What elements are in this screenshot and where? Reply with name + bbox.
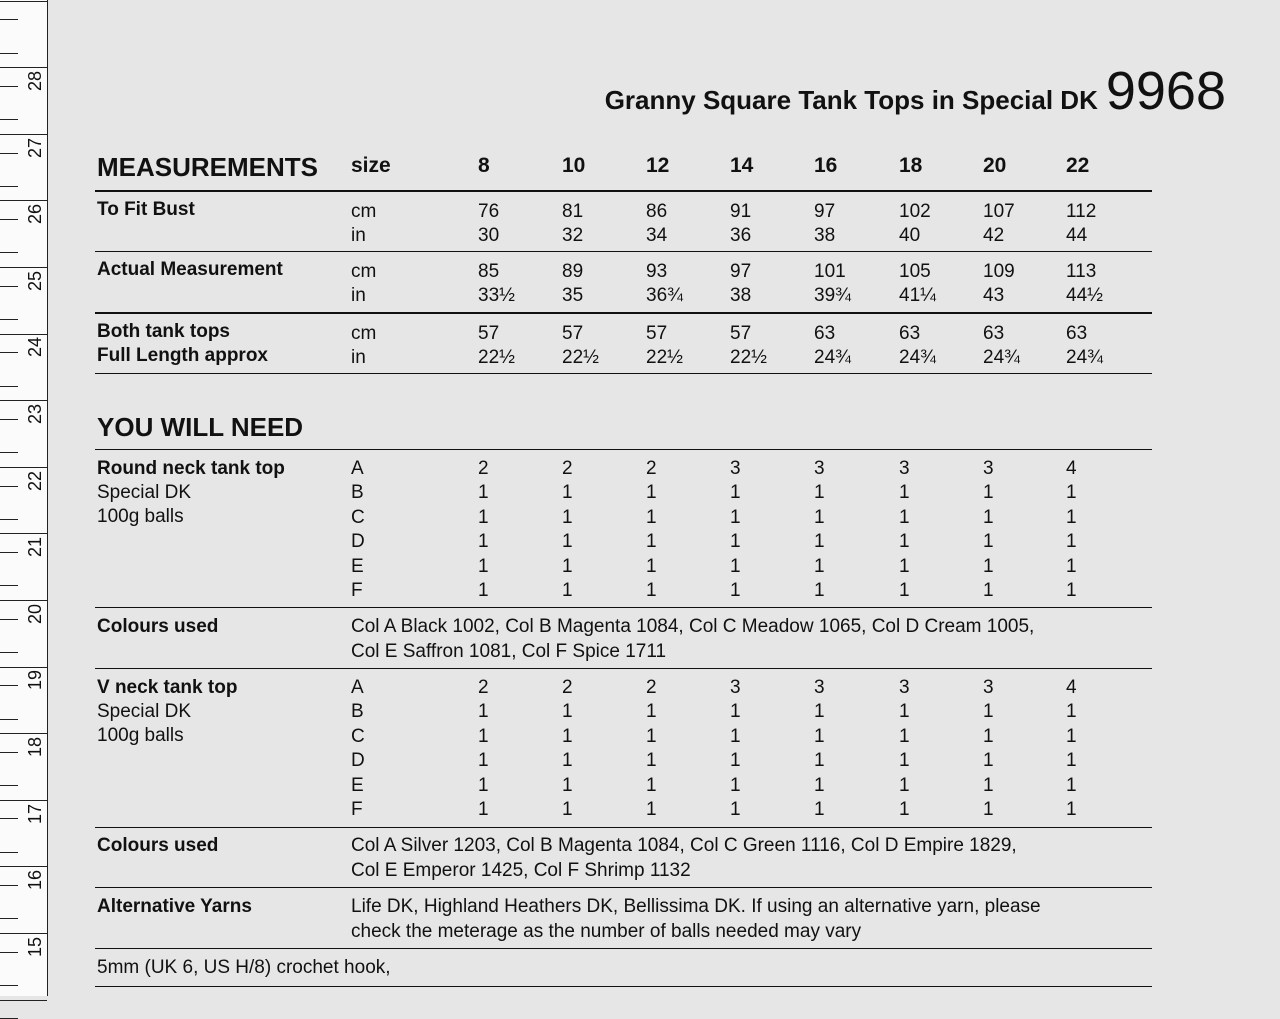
- size-header: 18: [899, 154, 923, 177]
- ball-count: 4: [1066, 677, 1077, 698]
- ball-count: 1: [562, 799, 573, 820]
- size-header: 10: [562, 154, 586, 177]
- ball-count: 1: [814, 799, 825, 820]
- ball-count: 1: [730, 774, 741, 796]
- measurement-value: 24¾: [899, 347, 936, 368]
- ruler-tick: [0, 53, 18, 54]
- ball-count: 1: [899, 725, 910, 747]
- ball-count: 1: [814, 580, 825, 601]
- ruler-number: 18: [25, 736, 45, 758]
- measurement-value: 33½: [478, 285, 515, 306]
- ruler-number: 26: [25, 203, 45, 225]
- ball-count: 1: [478, 725, 489, 747]
- measurement-value: 81: [562, 201, 584, 222]
- ball-count: 1: [899, 531, 910, 553]
- measurement-value: 63: [899, 323, 921, 344]
- measurement-value: 40: [899, 225, 921, 246]
- ball-count: 1: [983, 750, 994, 772]
- measurement-value: 44½: [1066, 285, 1103, 306]
- ball-count: 1: [562, 701, 573, 723]
- ruler-tick: [0, 400, 47, 401]
- ruler-tick: [0, 952, 18, 953]
- measurement-value: 42: [983, 225, 1005, 246]
- ball-count: 1: [478, 774, 489, 796]
- ruler-number: 20: [25, 603, 45, 625]
- measurement-value: 22½: [646, 347, 683, 368]
- measurement-value: 63: [814, 323, 836, 344]
- section-rule: [95, 668, 1152, 669]
- ball-count: 1: [562, 580, 573, 601]
- measurement-value: 101: [814, 261, 846, 282]
- ruler-number: 27: [25, 137, 45, 159]
- measurement-value: 34: [646, 225, 668, 246]
- ball-count: 1: [562, 750, 573, 772]
- ball-count: 4: [1066, 458, 1077, 479]
- ruler-tick: [0, 752, 18, 753]
- measurement-value: 63: [1066, 323, 1088, 344]
- ruler-tick: [0, 685, 18, 686]
- info-text: Col A Black 1002, Col B Magenta 1084, Col C Meadow 1065, Col D Cream 1005,: [351, 616, 1035, 637]
- ball-count: 1: [983, 580, 994, 601]
- section-rule: [95, 449, 1152, 450]
- colour-letter: E: [351, 774, 364, 796]
- measurement-value: 38: [730, 285, 752, 306]
- ball-count: 1: [646, 774, 657, 796]
- ruler-tick: [0, 153, 18, 154]
- measurement-value: 57: [478, 323, 500, 344]
- ball-count: 1: [646, 555, 657, 577]
- ball-count: 1: [814, 482, 825, 504]
- ruler-tick: [0, 800, 47, 801]
- measurement-value: 89: [562, 261, 584, 282]
- ball-count: 1: [646, 506, 657, 528]
- ball-count: 1: [899, 506, 910, 528]
- ball-count: 1: [1066, 531, 1077, 553]
- ruler-tick: [0, 200, 47, 201]
- measurement-value: 113: [1066, 261, 1097, 282]
- ball-count: 1: [730, 750, 741, 772]
- colour-letter: C: [351, 725, 365, 747]
- ball-count: 1: [1066, 725, 1077, 747]
- measurement-label: Both tank tops: [97, 321, 230, 342]
- ruler-tick: [0, 319, 18, 320]
- ball-count: 1: [562, 531, 573, 553]
- ruler-tick: [0, 186, 18, 187]
- section-rule: [95, 312, 1152, 314]
- ball-count: 1: [562, 555, 573, 577]
- measurement-value: 76: [478, 201, 500, 222]
- measurement-value: 91: [730, 201, 752, 222]
- measurement-value: 85: [478, 261, 500, 282]
- ruler-number: 22: [25, 470, 45, 492]
- ruler-tick: [0, 334, 47, 335]
- ruler-tick: [0, 652, 18, 653]
- measurement-value: 22½: [478, 347, 515, 368]
- measurement-value: 102: [899, 201, 931, 222]
- size-header: 14: [730, 154, 754, 177]
- ball-count: 1: [983, 725, 994, 747]
- measurement-value: 57: [562, 323, 584, 344]
- section-rule: [95, 607, 1152, 608]
- ball-count: 2: [646, 458, 657, 479]
- ruler-tick: [0, 219, 18, 220]
- ball-count: 1: [478, 799, 489, 820]
- info-text: Col A Silver 1203, Col B Magenta 1084, Col C Green 1116, Col D Empire 1829,: [351, 835, 1017, 856]
- measurement-value: 24¾: [1066, 347, 1103, 368]
- ruler-tick: [0, 985, 18, 986]
- measurement-label: Actual Measurement: [97, 259, 283, 280]
- measurement-label: To Fit Bust: [97, 199, 195, 220]
- page-title: Granny Square Tank Tops in Special DK: [604, 85, 1098, 115]
- ruler-number: 24: [25, 336, 45, 358]
- ball-count: 1: [1066, 506, 1077, 528]
- colour-letter: D: [351, 750, 365, 772]
- measurement-value: 41¼: [899, 285, 936, 306]
- ruler-tick: [0, 19, 18, 20]
- ruler-tick: [0, 286, 18, 287]
- ball-count: 1: [814, 531, 825, 553]
- info-text: Life DK, Highland Heathers DK, Bellissima DK. If using an alternative yarn, please: [351, 896, 1041, 917]
- ball-count: 1: [478, 531, 489, 553]
- unit-label: cm: [351, 261, 377, 282]
- ruler-number: 28: [25, 70, 45, 92]
- ball-count: 1: [730, 701, 741, 723]
- ruler-tick: [0, 352, 18, 353]
- ball-count: 1: [814, 750, 825, 772]
- unit-label: cm: [351, 323, 377, 344]
- info-text: Col E Emperor 1425, Col F Shrimp 1132: [351, 859, 691, 881]
- ball-count: 1: [730, 555, 741, 577]
- ball-count: 1: [646, 725, 657, 747]
- ball-count: 1: [814, 701, 825, 723]
- ball-count: 1: [1066, 482, 1077, 504]
- ruler-tick: [0, 619, 18, 620]
- measurement-value: 39¾: [814, 285, 851, 306]
- ruler-tick: [0, 785, 18, 786]
- ball-count: 1: [478, 482, 489, 504]
- ruler-number: 19: [25, 669, 45, 691]
- measurement-value: 109: [983, 261, 1015, 282]
- measurement-value: 97: [814, 201, 836, 222]
- pattern-number: 9968: [1105, 61, 1226, 121]
- ball-count: 2: [478, 458, 489, 479]
- ruler-tick: [0, 866, 47, 867]
- unit-label: in: [351, 225, 366, 246]
- ball-count: 1: [983, 701, 994, 723]
- ball-count: 1: [899, 555, 910, 577]
- section-rule: [95, 887, 1152, 888]
- ball-count: 1: [1066, 750, 1077, 772]
- ball-count: 2: [562, 677, 573, 698]
- colour-letter: A: [351, 677, 364, 698]
- ruler-tick: [0, 885, 18, 886]
- section-rule: [95, 251, 1152, 252]
- measurement-value: 86: [646, 201, 668, 222]
- colour-letter: F: [351, 580, 363, 601]
- unit-label: in: [351, 285, 366, 306]
- ruler-tick: [0, 419, 18, 420]
- ball-count: 1: [983, 774, 994, 796]
- ball-count: 1: [562, 506, 573, 528]
- ball-count: 1: [730, 799, 741, 820]
- ruler-tick: [0, 519, 18, 520]
- ruler-tick: [0, 386, 18, 387]
- ruler-number: 25: [25, 270, 45, 292]
- section-rule: [95, 827, 1152, 828]
- ball-count: 1: [646, 701, 657, 723]
- ball-count: 1: [478, 506, 489, 528]
- section-rule: [95, 986, 1152, 987]
- ball-count: 2: [562, 458, 573, 479]
- hook-text: 5mm (UK 6, US H/8) crochet hook,: [97, 957, 391, 978]
- ruler-tick: [0, 585, 18, 586]
- colour-letter: A: [351, 458, 364, 479]
- ruler-tick: [0, 719, 18, 720]
- measurement-value: 97: [730, 261, 752, 282]
- measurement-value: 93: [646, 261, 668, 282]
- size-header: 22: [1066, 154, 1090, 177]
- measurement-value: 36: [730, 225, 752, 246]
- ball-count: 1: [899, 580, 910, 601]
- info-label: Colours used: [97, 616, 219, 637]
- ruler-tick: [0, 818, 18, 819]
- ball-count: 1: [646, 580, 657, 601]
- ruler-number: 21: [25, 536, 45, 558]
- ball-count: 1: [646, 799, 657, 820]
- yarn-label: Special DK: [97, 701, 191, 722]
- ruler-tick: [0, 852, 18, 853]
- yarn-label: 100g balls: [97, 506, 184, 527]
- measurement-value: 112: [1066, 201, 1097, 222]
- ball-count: 1: [899, 774, 910, 796]
- info-text: Col E Saffron 1081, Col F Spice 1711: [351, 640, 667, 662]
- ball-count: 1: [1066, 580, 1077, 601]
- measurement-value: 63: [983, 323, 1005, 344]
- ball-count: 1: [1066, 555, 1077, 577]
- colour-letter: D: [351, 531, 365, 553]
- ball-count: 3: [730, 458, 741, 479]
- ruler-tick: [0, 252, 18, 253]
- measurement-value: 57: [730, 323, 752, 344]
- ball-count: 1: [983, 506, 994, 528]
- ball-count: 1: [478, 750, 489, 772]
- unit-label: cm: [351, 201, 377, 222]
- ball-count: 1: [730, 531, 741, 553]
- ball-count: 1: [478, 701, 489, 723]
- ball-count: 1: [814, 555, 825, 577]
- ruler-tick: [0, 86, 18, 87]
- header-rule: [95, 190, 1152, 192]
- measurements-heading: MEASUREMENTS: [97, 152, 319, 182]
- ruler-number: 15: [25, 936, 45, 958]
- size-header: 8: [478, 154, 490, 177]
- yarn-label: Special DK: [97, 482, 191, 503]
- ruler-tick: [0, 733, 47, 734]
- you-will-need-heading: YOU WILL NEED: [97, 412, 304, 442]
- measurement-value: 24¾: [814, 347, 851, 368]
- section-rule: [95, 948, 1152, 949]
- info-text: check the meterage as the number of balls needed may vary: [351, 920, 862, 942]
- measurement-value: 105: [899, 261, 931, 282]
- ruler-tick: [0, 267, 47, 268]
- measurement-value: 32: [562, 225, 584, 246]
- ball-count: 1: [983, 799, 994, 820]
- ball-count: 3: [730, 677, 741, 698]
- ruler-tick: [0, 933, 47, 934]
- section-rule: [95, 373, 1152, 374]
- ruler-tick: [0, 1000, 47, 1001]
- ball-count: 1: [814, 506, 825, 528]
- ball-count: 1: [814, 774, 825, 796]
- ball-count: 3: [814, 677, 825, 698]
- size-label: size: [351, 154, 391, 177]
- ball-count: 1: [814, 725, 825, 747]
- measurement-value: 35: [562, 285, 584, 306]
- ruler-number: 17: [25, 803, 45, 825]
- colour-letter: F: [351, 799, 363, 820]
- measurement-label: Full Length approx: [97, 345, 268, 366]
- colour-letter: B: [351, 482, 364, 504]
- measurement-value: 30: [478, 225, 500, 246]
- ball-count: 1: [1066, 774, 1077, 796]
- ball-count: 1: [899, 701, 910, 723]
- measurement-value: 22½: [730, 347, 767, 368]
- ruler-tick: [0, 1, 47, 2]
- ball-count: 1: [899, 750, 910, 772]
- ruler-tick: [0, 452, 18, 453]
- ruler-tick: [0, 552, 18, 553]
- ball-count: 1: [1066, 799, 1077, 820]
- ruler: [0, 0, 48, 996]
- ball-count: 1: [730, 725, 741, 747]
- measurement-value: 44: [1066, 225, 1088, 246]
- ball-count: 1: [562, 774, 573, 796]
- ball-count: 1: [983, 531, 994, 553]
- info-label: Colours used: [97, 835, 219, 856]
- yarn-label: 100g balls: [97, 725, 184, 746]
- ball-count: 1: [983, 555, 994, 577]
- size-header: 16: [814, 154, 838, 177]
- colour-letter: C: [351, 506, 365, 528]
- ruler-number: 16: [25, 869, 45, 891]
- ball-count: 1: [983, 482, 994, 504]
- measurement-value: 57: [646, 323, 668, 344]
- ball-count: 3: [983, 677, 994, 698]
- ball-count: 1: [478, 580, 489, 601]
- ball-count: 1: [730, 580, 741, 601]
- ruler-tick: [0, 667, 47, 668]
- ball-count: 1: [730, 506, 741, 528]
- ball-count: 1: [562, 482, 573, 504]
- colour-letter: B: [351, 701, 364, 723]
- ball-count: 2: [478, 677, 489, 698]
- info-label: Alternative Yarns: [97, 896, 252, 917]
- unit-label: in: [351, 347, 366, 368]
- ball-count: 1: [646, 531, 657, 553]
- ball-count: 1: [899, 799, 910, 820]
- ball-count: 1: [1066, 701, 1077, 723]
- page-header: [605, 60, 1226, 122]
- measurement-value: 38: [814, 225, 836, 246]
- ruler-tick: [0, 467, 47, 468]
- ball-count: 3: [899, 458, 910, 479]
- ruler-tick: [0, 918, 18, 919]
- ball-count: 3: [814, 458, 825, 479]
- ruler-tick: [0, 533, 47, 534]
- ball-count: 1: [646, 482, 657, 504]
- ruler-tick: [0, 119, 18, 120]
- measurement-value: 36¾: [646, 285, 683, 306]
- ruler-tick: [0, 134, 47, 135]
- measurement-value: 22½: [562, 347, 599, 368]
- ball-count: 1: [478, 555, 489, 577]
- yarn-label: Round neck tank top: [97, 458, 285, 479]
- ball-count: 2: [646, 677, 657, 698]
- ruler-tick: [0, 486, 18, 487]
- measurement-value: 43: [983, 285, 1005, 306]
- size-header: 12: [646, 154, 670, 177]
- ball-count: 1: [562, 725, 573, 747]
- ball-count: 1: [899, 482, 910, 504]
- ball-count: 1: [730, 482, 741, 504]
- ruler-number: 23: [25, 403, 45, 425]
- ruler-tick: [0, 67, 47, 68]
- ball-count: 1: [646, 750, 657, 772]
- measurement-value: 24¾: [983, 347, 1020, 368]
- ruler-tick: [0, 600, 47, 601]
- colour-letter: E: [351, 555, 364, 577]
- size-header: 20: [983, 154, 1007, 177]
- measurement-value: 107: [983, 201, 1015, 222]
- ball-count: 3: [983, 458, 994, 479]
- ball-count: 3: [899, 677, 910, 698]
- yarn-label: V neck tank top: [97, 677, 238, 698]
